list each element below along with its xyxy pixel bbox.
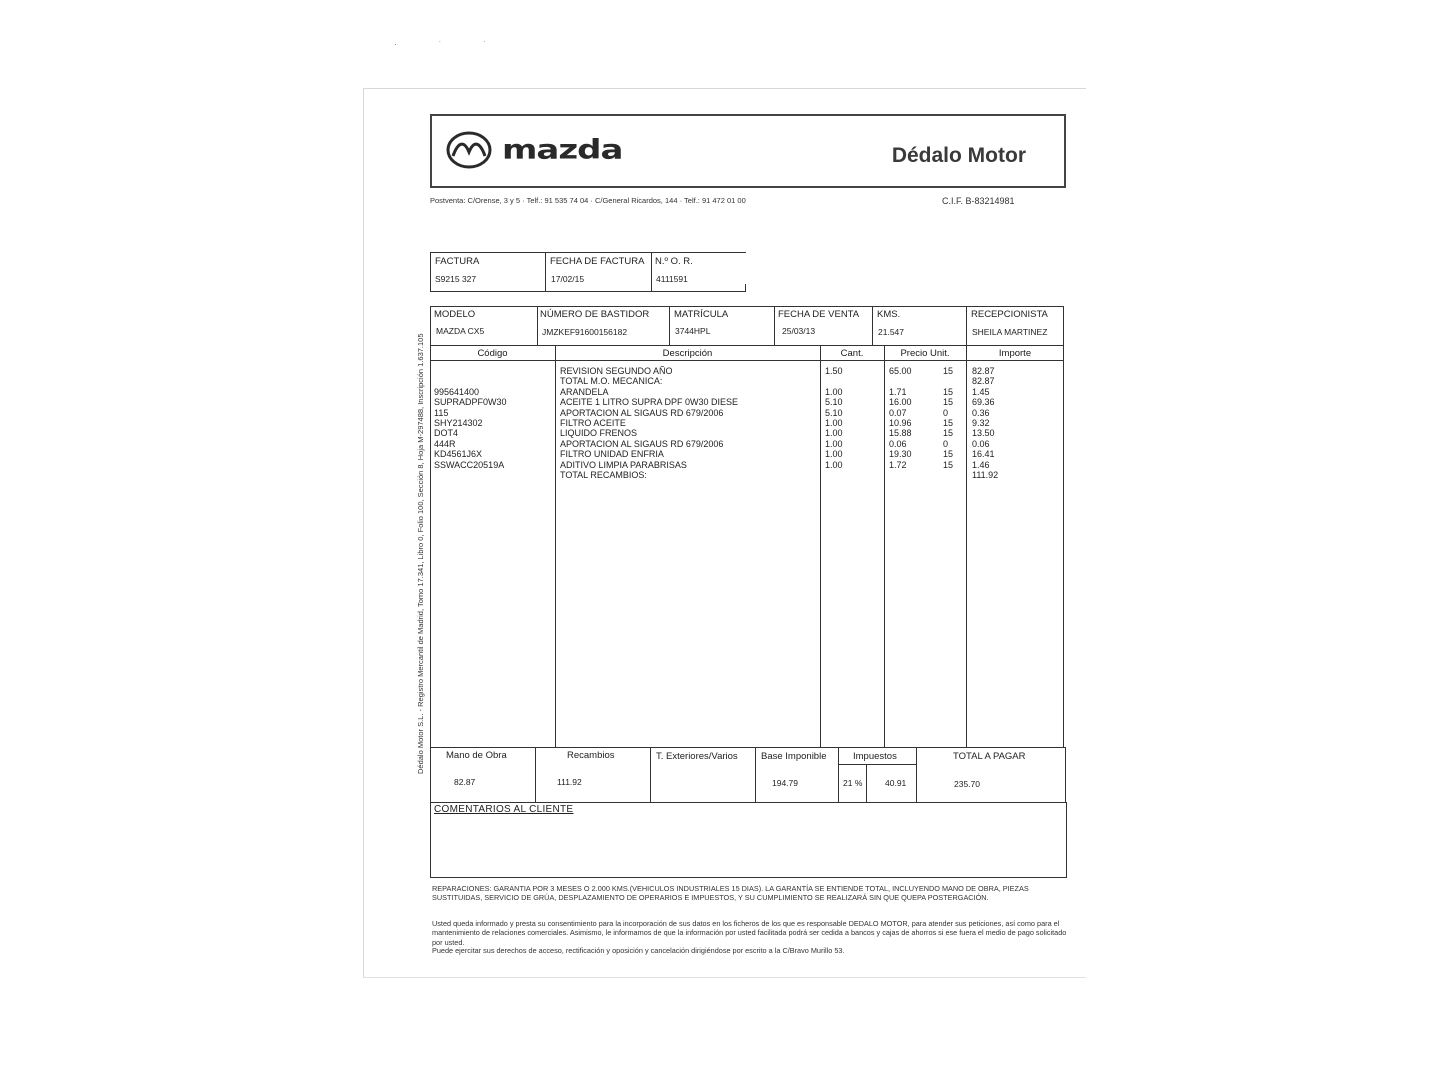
table-cell-descripcion: APORTACION AL SIGAUS RD 679/2006 — [560, 407, 724, 418]
table-cell-dto: 15 — [943, 459, 954, 470]
codigo-column — [434, 366, 507, 480]
table-cell-dto: 15 — [943, 417, 954, 428]
table-cell-codigo: KD4561J6X — [434, 449, 483, 460]
dealer-name: Dédalo Motor — [891, 144, 1026, 167]
table-cell-cant: 1.00 — [825, 438, 843, 449]
recambios-value: 111.92 — [557, 777, 582, 787]
table-cell-codigo — [434, 366, 507, 376]
table-cell-importe: 16.41 — [972, 449, 995, 460]
scan-specks: · ˙ ˙ — [394, 40, 507, 49]
dealer-address: Postventa: C/Orense, 3 y 5 · Telf.: 91 535 74 04 · C/General Ricardos, 144 · Telf.: 91 472 01 00 — [430, 196, 746, 205]
cant-column — [825, 366, 843, 480]
recepcionista-value: SHEILA MARTINEZ — [972, 327, 1048, 337]
table-cell-cant — [825, 376, 843, 386]
factura-value: S9215 327 — [435, 274, 477, 284]
impuestos-value: 40.91 — [885, 778, 907, 788]
table-cell-descripcion: TOTAL M.O. MECANICA: — [560, 376, 663, 387]
table-cell-precio: 0.06 — [889, 438, 907, 449]
header-descripcion: Descripción — [662, 348, 713, 359]
mano-obra-value: 82.87 — [454, 777, 476, 787]
table-cell-dto: 15 — [943, 449, 954, 460]
table-cell-precio: 1.71 — [889, 386, 907, 397]
table-cell-descripcion: ACEITE 1 LITRO SUPRA DPF 0W30 DIESE — [560, 397, 739, 408]
table-cell-cant: 1.00 — [825, 417, 843, 428]
table-cell-dto: 0 — [943, 407, 949, 418]
table-cell-importe: 9.32 — [972, 417, 990, 428]
table-cell-importe: 82.87 — [972, 366, 995, 376]
descuento-column — [943, 366, 953, 480]
table-cell-precio: 19.30 — [889, 449, 912, 460]
table-cell-importe: 13.50 — [972, 428, 995, 439]
table-cell-precio — [889, 376, 912, 386]
matricula-value: 3744HPL — [675, 326, 711, 336]
rights-text: Puede ejercitar sus derechos de acceso, rectificación y oposición y cancelación dirigiéndose por escrito a la C/Bravo Murillo 53. — [432, 946, 845, 955]
kms-value: 21.547 — [878, 327, 904, 337]
header-box — [430, 114, 1066, 188]
table-cell-dto: 15 — [943, 386, 954, 397]
comments-title: COMENTARIOS AL CLIENTE — [434, 804, 574, 815]
table-cell-descripcion: FILTRO ACEITE — [560, 417, 626, 428]
precio-column — [889, 366, 912, 480]
table-cell-cant: 1.00 — [825, 459, 843, 470]
table-cell-cant: 5.10 — [825, 407, 843, 418]
table-cell-precio: 1.72 — [889, 459, 907, 470]
table-cell-precio: 16.00 — [889, 397, 912, 408]
table-cell-codigo: 995641400 — [434, 386, 480, 397]
kms-label: KMS. — [877, 309, 901, 320]
exteriores-label: T. Exteriores/Varios — [656, 751, 738, 762]
table-cell-codigo — [434, 470, 507, 480]
mano-obra-label: Mano de Obra — [446, 750, 507, 761]
iva-rate: 21 % — [843, 778, 863, 788]
table-cell-codigo — [434, 376, 507, 386]
table-cell-precio: 10.96 — [889, 417, 912, 428]
mazda-logo — [446, 130, 622, 170]
table-cell-cant — [825, 470, 843, 480]
table-cell-codigo: SSWACC20519A — [434, 459, 505, 470]
table-cell-dto — [943, 470, 953, 480]
warranty-text: REPARACIONES: GARANTIA POR 3 MESES O 2.000 KMS.(VEHICULOS INDUSTRIALES 15 DIAS). LA GARANTÍA SE ENTIENDE TOTAL, INCLUYENDO MANO DE OBRA, PIEZAS SUSTITUIDAS, SERVICIO DE GRÚA, DESPLAZAMIENTO DE OPERARIOS E IMPUESTOS, Y SU CUMPLIMIENTO SE REALIZARÁ SIN QUE QUEPA POSTERGACIÓN. — [432, 884, 1029, 903]
bastidor-label: NÚMERO DE BASTIDOR — [540, 309, 650, 320]
table-cell-importe: 111.92 — [972, 469, 999, 480]
importe-column — [972, 366, 998, 480]
table-cell-cant: 1.00 — [825, 386, 843, 397]
table-cell-cant: 1.00 — [825, 449, 843, 460]
total-pagar-value: 235.70 — [954, 779, 980, 789]
recepcionista-label: RECEPCIONISTA — [971, 309, 1048, 320]
dealer-cif: C.I.F. B-83214981 — [942, 196, 1015, 206]
table-cell-codigo: DOT4 — [434, 428, 459, 439]
impuestos-label: Impuestos — [853, 751, 897, 762]
table-cell-importe: 0.36 — [972, 407, 990, 418]
table-cell-descripcion: LIQUIDO FRENOS — [560, 428, 638, 439]
header-precio: Precio Unit. — [900, 348, 950, 359]
bastidor-value: JMZKEF91600156182 — [542, 327, 628, 337]
table-cell-dto: 15 — [943, 397, 954, 408]
matricula-label: MATRÍCULA — [674, 309, 729, 320]
table-cell-importe: 69.36 — [972, 397, 995, 408]
table-cell-dto: 15 — [943, 428, 954, 439]
header-importe: Importe — [998, 348, 1032, 359]
table-cell-importe: 1.45 — [972, 386, 990, 397]
mazda-wordmark: mazda — [502, 134, 623, 166]
factura-label: FACTURA — [435, 256, 480, 267]
base-imponible-value: 194.79 — [772, 778, 798, 788]
table-cell-descripcion: ARANDELA — [560, 386, 609, 397]
table-cell-codigo: SUPRADPF0W30 — [434, 397, 507, 408]
modelo-value: MAZDA CX5 — [436, 326, 485, 336]
fecha-venta-label: FECHA DE VENTA — [778, 309, 860, 320]
mazda-emblem-icon — [446, 130, 492, 170]
table-cell-precio — [889, 470, 912, 480]
table-cell-importe: 82.87 — [972, 376, 995, 387]
fecha-venta-value: 25/03/13 — [782, 326, 816, 336]
table-cell-descripcion: APORTACION AL SIGAUS RD 679/2006 — [560, 438, 724, 449]
or-label: N.º O. R. — [655, 256, 693, 267]
table-cell-descripcion: ADITIVO LIMPIA PARABRISAS — [560, 459, 687, 470]
privacy-text: Usted queda informado y presta su consentimiento para la incorporación de sus datos en los ficheros de los que es responsable DEDALO MOTOR, para atender sus peticiones, así como para el mantenimiento de relaciones comerciales. Asimismo, le informamos de que la información por usted facilitada podrá ser cedida a bancos y cajas de ahorros si ese fuera el medio de pago solicitado por usted. — [432, 919, 1067, 947]
recambios-label: Recambios — [567, 750, 615, 761]
table-cell-precio: 15.88 — [889, 428, 912, 439]
table-cell-codigo: 444R — [434, 438, 456, 449]
header-codigo: Código — [477, 348, 508, 359]
fecha-factura-value: 17/02/15 — [551, 274, 585, 284]
table-cell-descripcion: FILTRO UNIDAD ENFRIA — [560, 449, 664, 460]
table-cell-dto — [943, 376, 953, 386]
registry-note: Dédalo Motor S.L. - Registro Mercantil de Madrid, Tomo 17.341, Libro 0, Folio 100, Sección 8, Hoja M-297488, Inscripción 1.637.105 — [416, 333, 425, 774]
total-pagar-label: TOTAL A PAGAR — [953, 751, 1026, 762]
table-cell-cant: 1.00 — [825, 428, 843, 439]
table-cell-cant: 5.10 — [825, 397, 843, 408]
table-cell-precio: 65.00 — [889, 366, 912, 376]
table-cell-descripcion: TOTAL RECAMBIOS: — [560, 469, 647, 480]
descripcion-column — [560, 366, 738, 480]
table-cell-codigo: 115 — [434, 407, 449, 418]
table-cell-importe: 0.06 — [972, 438, 990, 449]
base-imponible-label: Base Imponible — [761, 751, 827, 762]
table-cell-dto: 0 — [943, 438, 949, 449]
table-cell-dto: 15 — [943, 366, 954, 376]
or-value: 4111591 — [656, 274, 688, 284]
table-cell-importe: 1.46 — [972, 459, 990, 470]
table-cell-cant: 1.50 — [825, 366, 843, 376]
header-cant: Cant. — [840, 348, 864, 359]
table-cell-codigo: SHY214302 — [434, 417, 483, 428]
modelo-label: MODELO — [434, 309, 476, 320]
fecha-factura-label: FECHA DE FACTURA — [550, 256, 645, 267]
table-cell-precio: 0.07 — [889, 407, 907, 418]
table-cell-descripcion: REVISION SEGUNDO AÑO — [560, 366, 673, 376]
